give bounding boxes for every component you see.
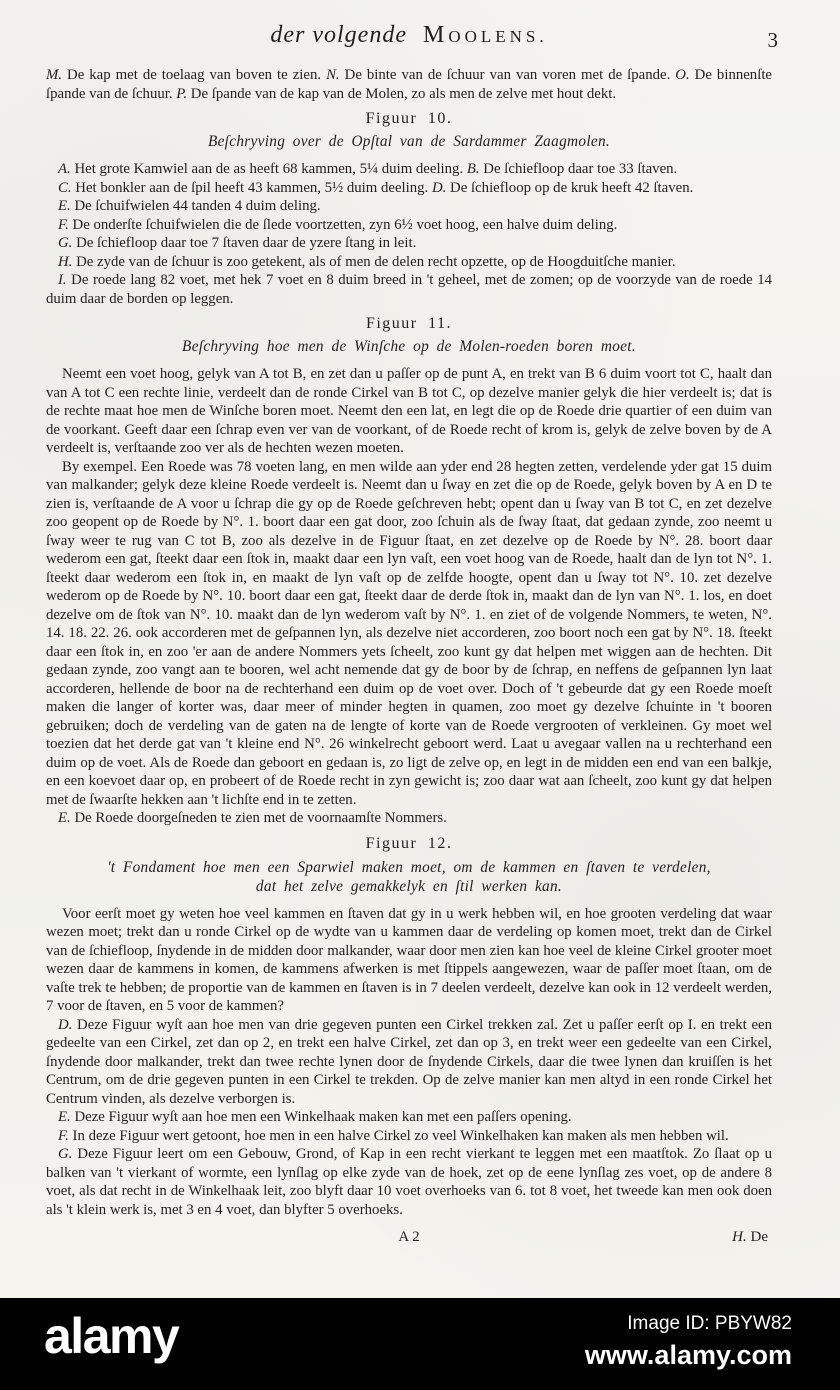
figure-11-paragraph-2: By exempel. Een Roede was 78 voeten lang, en men wilde aan yder end 28 hegten zetten, verdelende yder gat 15 duim van malkander; gelyk deze kleine Roede verdeelt is. Neemt dan u ſway en zet die op de Roede, gelyk boven by A en D te zien is, verſtaande de A voor u ſchrap die gy op de Roede geſchreven hebt; opent dan u ſway van B tot C, en zet dezelve zoo geopent op de Roede by N°. 1. boort daar een gat door, zoo ſchuin als de ſway ſtaat, dat gedaan zynde, zoo neemt u ſway weer te rug van C tot B, zoo als dezelve in de Figuur ſtaat, en zet dezelve op de Roede by N°. 28. boort daar wederom een gat, ſteekt daar een ſtok in, maakt daar een lyn vaſt, een voet hoog van de Roede, haalt dan de lyn tot N°. 1. ſteekt daar wederom een ſtok in, en maakt de lyn vaſt op de zelfde hoogte, opent dan u ſway tot N°. 10. zet dezelve wederom op de Roede by N°. 10. boort daar een gat, ſteekt daar de derde ſtok in, maakt dan de lyn van N°. 1. los, en doet dezelve om de ſtok van N°. 10. maakt dan de lyn wederom vaſt by N°. 1. en ziet of de volgende Nommers, te weten, N°. 14. 18. 22. 26. ook accorderen met de geſpannen lyn, als dezelve niet accorderen, zoo boort noch een gat by N°. 18. ſteekt daar een ſtok in, en zoo 'er aan de andere Nommers yets ſcheelt, zoo kunt gy dat helpen met wiggen aan de hechten. Dit gedaan zynde, zoo vangt aan te booren, wel acht nemende dat gy de boor by de ſchrap, en neffens de geſpannen lyn laat accorderen, hellende de boor na de rechterhand een duim op de voet over. Doch of 't gebeurde dat gy een Roede moeſt maken die langer of korter was, daar meer of minder hegten in quamen, zoo moet gy dezelve ſchuinte in 't booren gebruiken; doch de verdeling van de gaten na de lengte of korte van de Roede vergrooten of verkleinen. Gy moet wel toezien dat het derde gat van 't kleine end N°. 26 winkelrecht geboort werd. Laat u avegaar vallen na u rechterhand een duim op de voet. Als de Roede dan geboort en gedaan is, zo ligt de zelve op, en legt in de midden een end van een balkje, en een koevoet daar op, en probeert of de Roede recht in zyn gewicht is; zoo daar wat aan ſcheelt, zoo kunt gy dat helpen met de ſwaarſte hekken aan 't lichſte end in te zetten. (46, 458, 772, 808)
alamy-logo: alamy (44, 1308, 179, 1364)
catchword: H. De (732, 1229, 768, 1245)
page-number: 3 (767, 28, 778, 52)
figure-12-item-g: G. Deze Figuur leert om een Gebouw, Grond, of Kap in een recht vierkant te leggen met een maatſtok. Zo ſlaat op u balken van 't vierkant of wormte, een lynſlag op elke zyde van de hoek, zet op de eene lynſlag zes voet, op de andere 8 voet, als dat recht in de Winkelhaak leit, zoo blyft daar 10 voet overhoeks van 6. tot 8 voet, het tweede kan men ook doen als 't klein werk is, met 3 en 4 voet, dan blyfter 5 overhoeks. (46, 1146, 772, 1218)
signature-mark: A 2 (398, 1229, 420, 1245)
page-footer (46, 1229, 772, 1246)
figure-12-caption: Figuur 12. (365, 834, 453, 852)
figure-10-caption: Figuur 10. (365, 110, 453, 127)
legend-item-h: H. De zyde van de ſchuur is zoo getekent, als of men de delen recht opzette, op de Hoogduitſche manier. (58, 253, 676, 270)
figure-11-paragraph-1: Neemt een voet hoog, gelyk van A tot B, en zet dan u paſſer op de punt A, en trekt van B 6 duim voort tot C, haalt dan van A tot C een rechte linie, verdeelt dan de ronde Cirkel van B tot C, op dezelve manier gelyk die hier verdeelt is; dat is de rechte maat hoe men de Winſche boren moet. Neemt den een lat, en legt die op de Roede drie quartier of een duim van de voorkant. Geeft daar een ſchrap even ver van de voorkant, of de Roede recht of krom is, gelyk de zelve boven by de A verdeelt is, verſtaande zoo ver als de hechten wezen moeten. (46, 366, 772, 456)
legend-item-f: F. De onderſte ſchuifwielen die de ſlede voortzetten, zyn 6½ voet hoog, een halve duim deling. (58, 216, 618, 233)
image-id-text: Image ID: PBYW82 (627, 1313, 792, 1334)
running-head (46, 22, 778, 58)
legend-item-a-b: A. Het grote Kamwiel aan de as heeft 68 kammen, 5¼ duim deeling. B. De ſchiefloop daar toe 33 ſtaven. (58, 161, 678, 177)
running-head-italic-text: der volgende (270, 22, 407, 48)
legend-item-c-d: C. Het bonkler aan de ſpil heeft 43 kammen, 5½ duim deeling. D. De ſchiefloop op de kruk heeft 42 ſtaven. (58, 179, 694, 196)
legend-item-e: E. De ſchuifwielen 44 tanden 4 duim deling. (58, 198, 321, 214)
figure-12-item-f: F. In deze Figuur wert getoont, hoe men in een halve Cirkel zo veel Winkelhaken kan maken als men hebben wil. (58, 1127, 729, 1144)
running-head-title: MOOLENS. (422, 22, 548, 48)
figure-12-heading-line-1: 't Fondament hoe men een Sparwiel maken moet, om de kammen en ſtaven te verdelen, (107, 858, 711, 876)
alamy-watermark-bar (0, 1298, 840, 1390)
figure-11-heading: Beſchryving hoe men de Winſche op de Molen-roeden boren moet. (182, 338, 636, 355)
alamy-url-text: www.alamy.com (584, 1340, 792, 1370)
figure-12-item-d: D. Deze Figuur wyſt aan hoe men van drie gegeven punten een Cirkel trekken zal. Zet u paſſer eerſt op I. en trekt een gedeelte van een Cirkel, zet dan op 2, en trekt een halve Cirkel, zet dan op 3, en trekt weer een gedeelte van een Cirkel, ſnydende door malkander, trekt dan twee rechte lynen door de ſnydende Cirkels, daar die twee lynen dan kruiſſen is het Centrum, om de drie gegeven punten in een Cirkel te trekden. Op de zelve manier kan men altyd in een ronde Cirkel het Centrum vinden, als dezelve verborgen is. (46, 1016, 772, 1107)
legend-item-g: G. De ſchiefloop daar toe 7 ſtaven daar de yzere ſtang in leit. (58, 235, 417, 251)
figure-10-legend-list (46, 160, 772, 308)
page-content (46, 22, 778, 1246)
alamy-info-block (585, 1313, 792, 1371)
figure-11-caption: Figuur 11. (365, 315, 453, 332)
intro-legend-paragraph: M. De kap met de toelaag van boven te zien. N. De binte van de ſchuur van van voren met de ſpande. O. De binnenſte ſpande van de ſchuur. P. De ſpande van de kap van de Molen, zo als men de zelve met hout dekt. (46, 67, 772, 102)
legend-item-i: I. De roede lang 82 voet, met hek 7 voet en 8 duim breed in 't geheel, met de zomen; op de voorzyde van de roede 14 duim daar de borden op leggen. (46, 272, 772, 307)
figure-12-paragraph-1: Voor eerſt moet gy weten hoe veel kammen en ſtaven dat gy in u werk hebben wil, en hoe grooten verdeling dat waar wezen moet; trekt dan u ronde Cirkel op de wydte van u kammen daar de verdeling op komen moet, trekt dan de Cirkel van de ſchiefloop, ſnydende in de midden door malkander, waar door men zien kan hoe veel de kleine Cirkel grooter moet wezen daar de kammens in komen, de kammens afwerken is met ſtippels aangewezen, waar de paſſer moet ſtaan, om de vaſte trek te hebben; de proportie van de kammen en ſtaven is in 7 deelen verdeelt, dezelve kan ook in 12 verdeelt werden, 7 voor de ſtaven, en 5 voor de kammen? (46, 905, 772, 1014)
figure-11-item-e: E. De Roede doorgeſneden te zien met de voornaamſte Nommers. (58, 810, 447, 826)
figure-12-heading (46, 858, 772, 896)
figure-10-heading: Beſchryving over de Opſtal van de Sardammer Zaagmolen. (207, 133, 611, 150)
figure-12-item-e: E. Deze Figuur wyſt aan hoe men een Winkelhaak maken kan met een paſſers opening. (58, 1109, 572, 1125)
figure-12-heading-line-2: dat het zelve gemakkelyk en ſtil werken kan. (255, 877, 563, 895)
